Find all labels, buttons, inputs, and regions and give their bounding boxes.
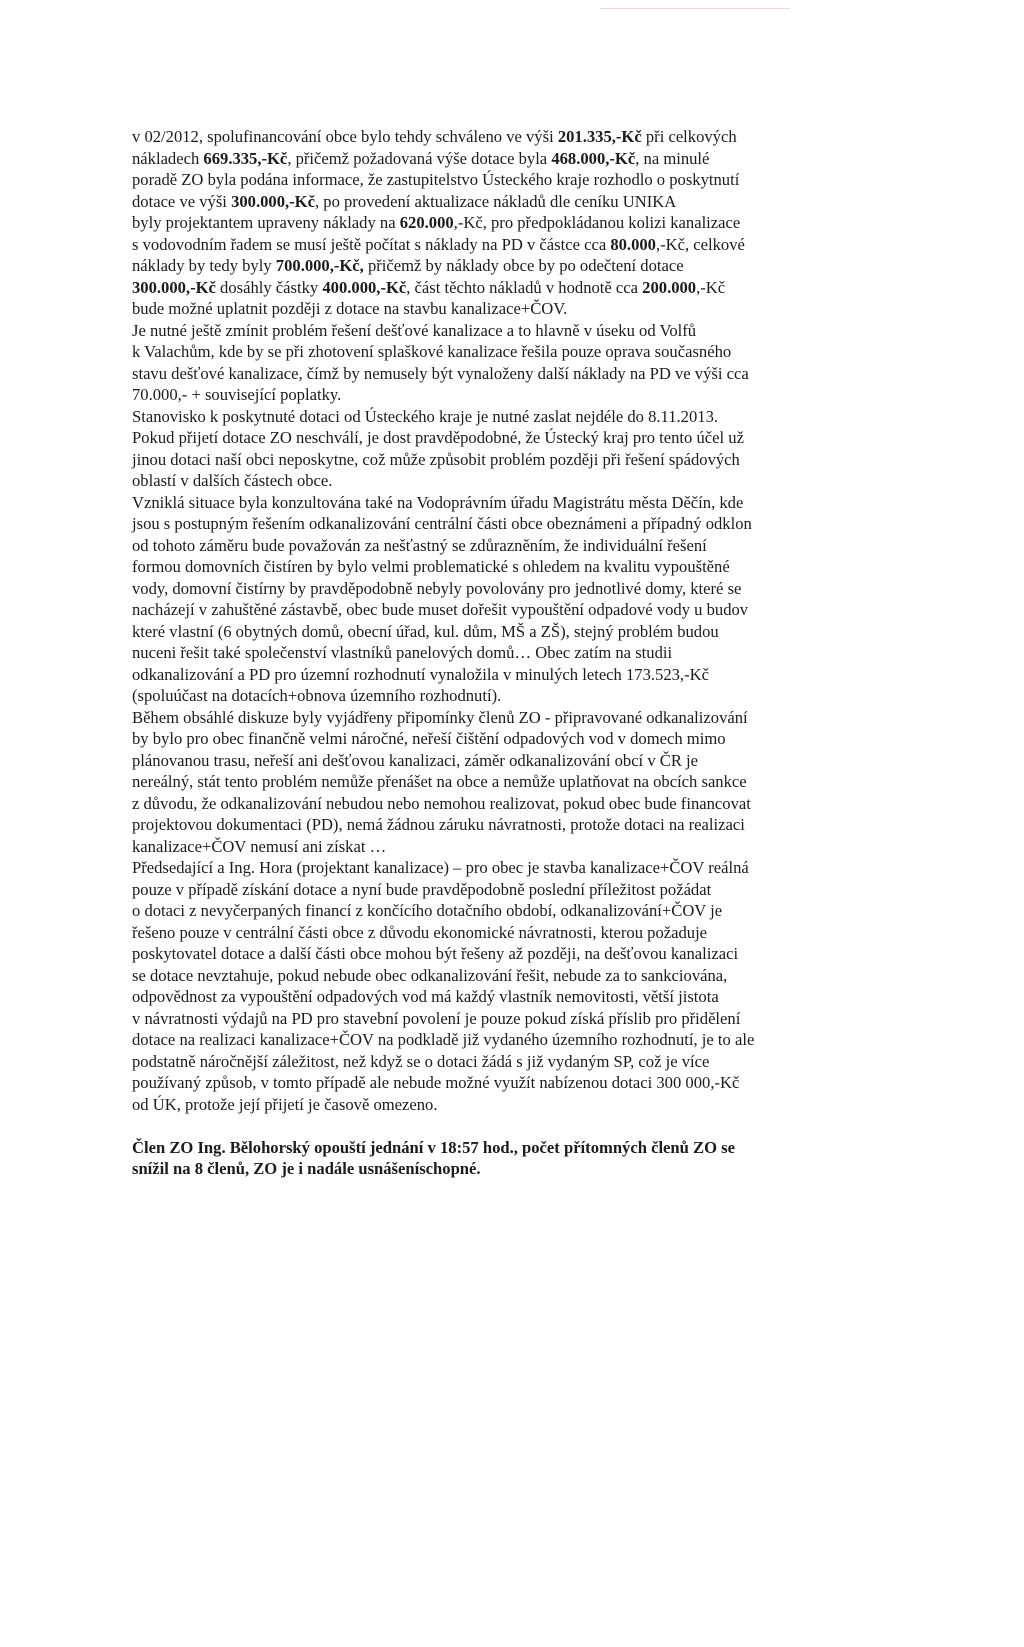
scan-edge-mark: [600, 8, 790, 9]
text-line: [132, 363, 892, 385]
text-line: [132, 943, 892, 965]
document-page: [132, 126, 892, 1180]
text-line: [132, 1008, 892, 1030]
closing-line-1: Člen ZO Ing. Bělohorský opouští jednání v 18:57 hod., počet přítomných členů ZO se: [132, 1137, 735, 1157]
text-segment: při celkových: [641, 127, 737, 146]
text-segment: které vlastní (6 obytných domů, obecní úřad, kul. dům, MŠ a ZŠ), stejný problém budou: [132, 621, 719, 641]
amount-highlight: 400.000,-Kč: [322, 277, 407, 297]
amount-highlight: 300.000,-Kč: [132, 277, 216, 297]
text-line: [132, 492, 892, 514]
text-line: [132, 1094, 892, 1116]
text-line: [132, 664, 892, 686]
text-line: [132, 965, 892, 987]
text-line: [132, 191, 892, 213]
text-segment: 70.000,- + související poplatky.: [132, 385, 342, 404]
text-segment: ,-Kč, pro předpokládanou kolizi kanalizace: [453, 213, 741, 232]
paragraph-storm-drain: [132, 320, 892, 406]
amount-highlight: 669.335,-Kč: [203, 148, 288, 168]
text-line: [132, 900, 892, 922]
text-line: [132, 793, 892, 815]
text-segment: Je nutné ještě zmínit problém řešení dešťové kanalizace a to hlavně v úseku od Volfů: [132, 320, 697, 340]
text-segment: stavu dešťové kanalizace, čímž by nemusely být vynaloženy další náklady na PD ve výši cca: [132, 363, 749, 383]
text-line: [132, 599, 892, 621]
text-line: [132, 642, 892, 664]
text-segment: poskytovatel dotace a další části obce mohou být řešeny až později, na dešťovou kanalizaci: [132, 944, 739, 963]
text-line: [132, 556, 892, 578]
text-line: [132, 1072, 892, 1094]
text-line: [132, 255, 892, 277]
text-segment: pouze v případě získání dotace a nyní bude pravděpodobně poslední příležitost požádat: [132, 879, 712, 899]
amount-highlight: 300.000,-Kč: [231, 191, 315, 211]
text-line: [132, 384, 892, 406]
text-line: [132, 621, 892, 643]
text-line: [132, 298, 892, 320]
text-line: [132, 234, 892, 256]
text-segment: z důvodu, že odkanalizování nebudou nebo nemohou realizovat, pokud obec bude financovat: [132, 793, 751, 813]
text-line: [132, 771, 892, 793]
text-line: [132, 922, 892, 944]
text-segment: dotace ve výši: [132, 191, 232, 211]
text-line: [132, 148, 892, 170]
text-line: [132, 685, 892, 707]
text-segment: od ÚK, protože její přijetí je časově omezeno.: [132, 1094, 438, 1114]
amount-highlight: 468.000,-Kč: [551, 148, 636, 168]
paragraph-chair: [132, 857, 892, 1115]
text-segment: Během obsáhlé diskuze byly vyjádřeny připomínky členů ZO - připravované odkanalizování: [132, 707, 748, 727]
text-line: [132, 513, 892, 535]
text-segment: ,-Kč: [696, 277, 726, 297]
text-segment: Předsedající a Ing. Hora (projektant kanalizace) – pro obec je stavba kanalizace+ČOV reálná: [132, 858, 749, 877]
closing-statement: [132, 1137, 892, 1180]
text-line: [132, 470, 892, 492]
text-segment: oblastí v dalších částech obce.: [132, 471, 333, 490]
paragraph-spacer: [132, 1115, 892, 1137]
amount-highlight: 80.000: [610, 234, 656, 254]
text-line: [132, 814, 892, 836]
text-segment: nacházejí v zahuštěné zástavbě, obec bude muset dořešit vypouštění odpadové vody u budov: [132, 600, 749, 619]
text-segment: Pokud přijetí dotace ZO neschválí, je dost pravděpodobné, že Ústecký kraj pro tento účel už: [132, 428, 744, 447]
text-segment: formou domovních čistíren by bylo velmi problematické s ohledem na kvalitu vypouštěné: [132, 557, 730, 576]
text-line: [132, 707, 892, 729]
text-segment: dotace na realizaci kanalizace+ČOV na podkladě již vydaného územního rozhodnutí, je to ale: [132, 1030, 755, 1049]
text-line: [132, 728, 892, 750]
paragraph-risk: [132, 427, 892, 492]
text-line: [132, 427, 892, 449]
text-segment: v návratnosti výdajů na PD pro stavební povolení je pouze pokud získá příslib pro přidělení: [132, 1008, 741, 1028]
paragraph-discussion: [132, 707, 892, 858]
text-segment: , na minulé: [635, 148, 710, 168]
text-line: [132, 750, 892, 772]
paragraph-funding: [132, 126, 892, 320]
text-segment: (spoluúčast na dotacích+obnova územního rozhodnutí).: [132, 686, 502, 705]
text-line: [132, 1051, 892, 1073]
text-segment: přičemž by náklady obce by po odečtení dotace: [363, 256, 684, 275]
text-segment: Vzniklá situace byla konzultována také na Vodoprávním úřadu Magistrátu města Děčín, kde: [132, 492, 744, 512]
text-segment: ,-Kč, celkové: [655, 234, 745, 254]
text-segment: vody, domovní čistírny by pravděpodobně nebyly povolovány pro jednotlivé domy, které se: [132, 578, 742, 598]
text-line: [132, 320, 892, 342]
meeting-minutes-body: [132, 126, 892, 1115]
amount-highlight: 201.335,-Kč: [557, 127, 642, 146]
text-segment: řešeno pouze v centrální části obce z důvodu ekonomické návratnosti, kterou požaduje: [132, 922, 708, 942]
text-line: [132, 986, 892, 1008]
text-line: [132, 406, 892, 428]
text-segment: , po provedení aktualizace nákladů dle ceníku UNIKA: [314, 191, 677, 211]
text-segment: podstatně náročnější záležitost, než když se o dotaci žádá s již vydaným SP, což je více: [132, 1051, 710, 1071]
text-segment: dosáhly částky: [215, 277, 323, 297]
text-segment: používaný způsob, v tomto případě ale nebude možné využít nabízenou dotaci 300 000,-Kč: [132, 1073, 740, 1092]
text-segment: jsou s postupným řešením odkanalizování centrální části obce obeznámeni a případný odklon: [132, 514, 752, 533]
text-segment: byly projektantem upraveny náklady na: [132, 213, 400, 232]
text-segment: odpovědnost za vypouštění odpadových vod má každý vlastník nemovitosti, větší jistota: [132, 987, 719, 1006]
text-segment: v 02/2012, spolufinancování obce bylo tehdy schváleno ve výši: [132, 127, 558, 146]
text-segment: od tohoto záměru bude považován za nešťastný se zdůrazněním, že individuální řešení: [132, 535, 707, 555]
amount-highlight: 700.000,-Kč,: [275, 256, 364, 275]
closing-line-2: snížil na 8 členů, ZO je i nadále usnášeníschopné.: [132, 1159, 481, 1178]
text-segment: , část těchto nákladů v hodnotě cca: [406, 277, 643, 297]
text-line: [132, 857, 892, 879]
text-segment: by bylo pro obec finančně velmi náročné, neřeší čištění odpadových vod v domech mimo: [132, 729, 726, 748]
text-line: [132, 212, 892, 234]
text-segment: , přičemž požadovaná výše dotace byla: [287, 148, 552, 168]
text-segment: k Valachům, kde by se při zhotovení splaškové kanalizace řešila pouze oprava současného: [132, 342, 732, 361]
text-segment: nákladech: [132, 148, 204, 168]
text-segment: s vodovodním řadem se musí ještě počítat s náklady na PD v částce cca: [132, 234, 611, 254]
text-line: [132, 169, 892, 191]
paragraph-deadline: [132, 406, 892, 428]
text-segment: nuceni řešit také společenství vlastníků panelových domů… Obec zatím na studii: [132, 643, 673, 662]
text-line: [132, 836, 892, 858]
text-line: [132, 449, 892, 471]
text-segment: se dotace nevztahuje, pokud nebude obec odkanalizování řešit, nebude za to sankciována,: [132, 965, 728, 985]
text-segment: Stanovisko k poskytnuté dotaci od Ústeckého kraje je nutné zaslat nejdéle do 8.11.2013.: [132, 406, 719, 426]
text-line: [132, 1029, 892, 1051]
text-segment: nereálný, stát tento problém nemůže přenášet na obce a nemůže uplatňovat na obcích sankce: [132, 772, 747, 791]
amount-highlight: 620.000: [399, 213, 454, 232]
text-line: [132, 578, 892, 600]
text-line: [132, 535, 892, 557]
text-segment: jinou dotaci naší obci neposkytne, což může způsobit problém později při řešení spádových: [132, 449, 740, 469]
text-segment: náklady by tedy byly: [132, 256, 276, 275]
text-segment: o dotaci z nevyčerpaných financí z končícího dotačního období, odkanalizování+ČOV je: [132, 901, 723, 920]
text-line: [132, 341, 892, 363]
text-line: [132, 879, 892, 901]
text-segment: kanalizace+ČOV nemusí ani získat …: [132, 836, 387, 856]
text-line: [132, 126, 892, 148]
text-segment: odkanalizování a PD pro územní rozhodnutí vynaložila v minulých letech 173.523,-Kč: [132, 664, 709, 684]
amount-highlight: 200.000: [642, 277, 697, 297]
text-segment: projektovou dokumentaci (PD), nemá žádnou záruku návratnosti, protože dotaci na realizaci: [132, 815, 745, 834]
text-line: [132, 277, 892, 299]
text-segment: plánovanou trasu, neřeší ani dešťovou kanalizaci, záměr odkanalizování obcí v ČR je: [132, 750, 699, 770]
text-segment: bude možné uplatnit později z dotace na stavbu kanalizace+ČOV.: [132, 299, 568, 318]
paragraph-consultation: [132, 492, 892, 707]
text-segment: poradě ZO byla podána informace, že zastupitelstvo Ústeckého kraje rozhodlo o poskytnutí: [132, 170, 740, 189]
